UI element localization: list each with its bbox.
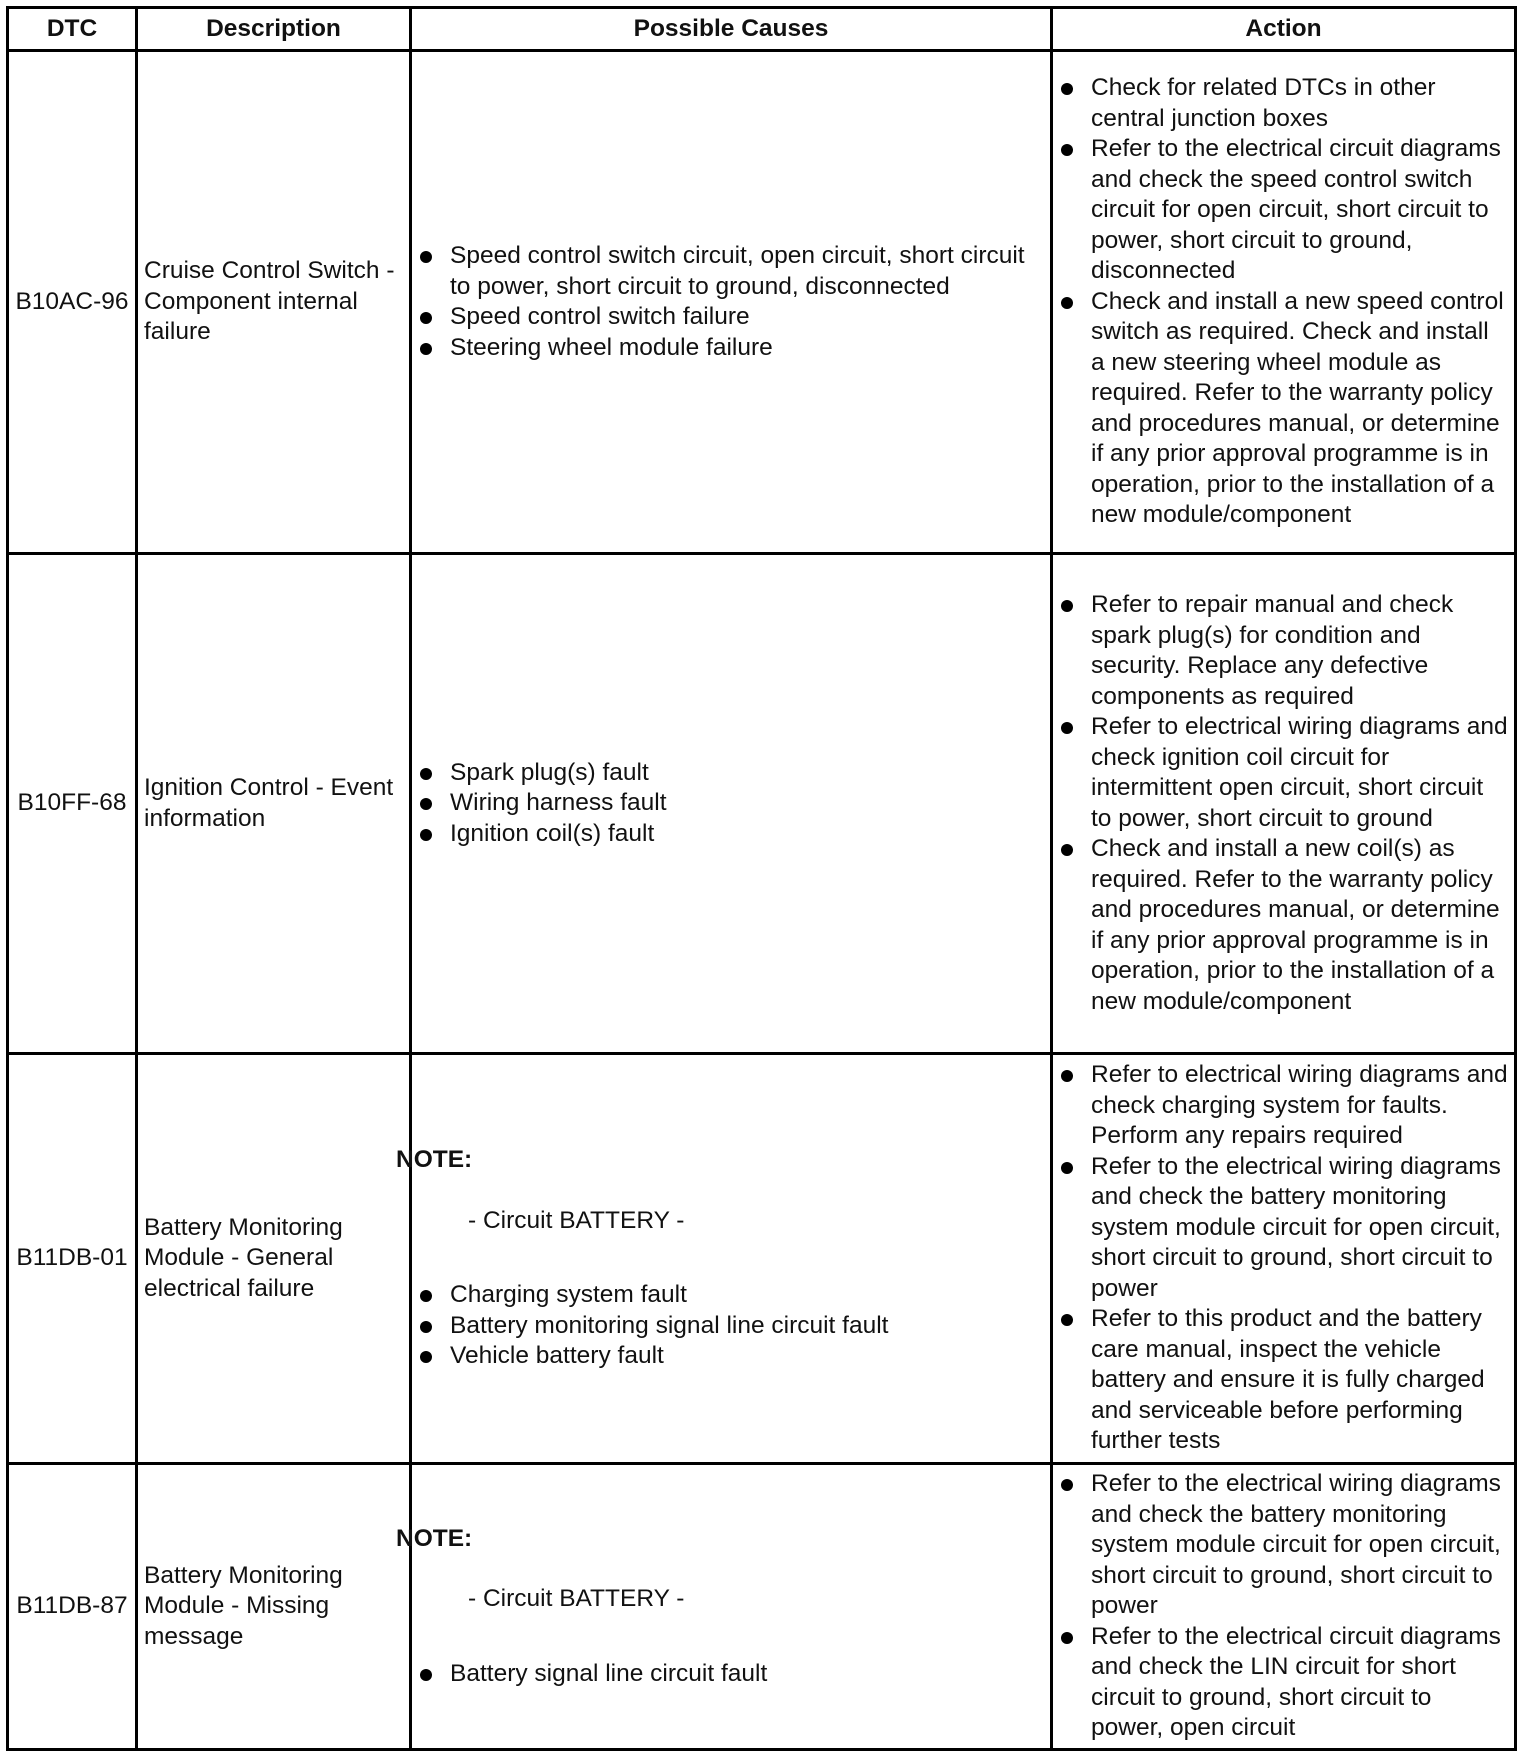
action-item: Refer to the electrical circuit diagrams and check the LIN circuit for short circuit to ground, short circuit to power, open circuit xyxy=(1059,1622,1508,1744)
note-label: NOTE: xyxy=(396,1146,473,1174)
action-item: Refer to the electrical wiring diagrams and check the battery monitoring system module circuit for open circuit, short circuit to ground, short circuit to power xyxy=(1059,1469,1508,1622)
cause-item: Battery signal line circuit fault xyxy=(418,1659,1044,1690)
cause-item: Wiring harness fault xyxy=(418,788,1044,819)
action-item: Refer to repair manual and check spark plug(s) for condition and security. Replace any defective components as required xyxy=(1059,590,1508,712)
header-possible-causes: Possible Causes xyxy=(411,8,1052,51)
cause-item: Speed control switch circuit, open circuit, short circuit to power, short circuit to ground, disconnected xyxy=(418,241,1044,302)
table-row xyxy=(8,51,1516,554)
dtc-description: Cruise Control Switch - Component internal failure xyxy=(137,51,411,554)
possible-causes-cell xyxy=(411,51,1052,554)
dtc-code: B10FF-68 xyxy=(8,554,137,1054)
possible-causes-cell xyxy=(396,1054,1052,1464)
action-item: Check and install a new speed control switch as required. Check and install a new steering wheel module as required. Refer to the warranty policy and procedures manual, or determine if any prior approval programme is in operation, prior to the installation of a new module/component xyxy=(1059,287,1508,531)
possible-causes-cell xyxy=(396,1464,1052,1750)
cause-item: Steering wheel module failure xyxy=(418,333,1044,364)
table-row xyxy=(8,1464,1516,1750)
actions-list xyxy=(1059,1060,1508,1457)
action-item: Check and install a new coil(s) as required. Refer to the warranty policy and procedures manual, or determine if any prior approval programme is in operation, prior to the installation of a new module/component xyxy=(1059,834,1508,1017)
action-item: Check for related DTCs in other central junction boxes xyxy=(1059,73,1508,134)
note-label: NOTE: xyxy=(396,1524,473,1552)
action-item: Refer to electrical wiring diagrams and check charging system for faults. Perform any repairs required xyxy=(1059,1060,1508,1152)
causes-list xyxy=(418,1659,1044,1690)
note-text: - Circuit BATTERY - xyxy=(468,1206,685,1234)
action-cell xyxy=(1052,554,1516,1054)
dtc-code: B11DB-01 xyxy=(8,1054,137,1464)
header-row xyxy=(8,8,1516,51)
action-item: Refer to electrical wiring diagrams and check ignition coil circuit for intermittent open circuit, short circuit to power, short circuit to ground xyxy=(1059,712,1508,834)
action-cell xyxy=(1052,1054,1516,1464)
dtc-code: B11DB-87 xyxy=(8,1464,137,1750)
actions-list xyxy=(1059,590,1508,1017)
causes-list xyxy=(418,758,1044,850)
header-description: Description xyxy=(137,8,411,51)
action-item: Refer to the electrical wiring diagrams and check the battery monitoring system module circuit for open circuit, short circuit to ground, short circuit to power xyxy=(1059,1152,1508,1305)
cause-item: Battery monitoring signal line circuit fault xyxy=(418,1311,1044,1342)
table-row xyxy=(8,1054,1516,1464)
action-item: Refer to the electrical circuit diagrams and check the speed control switch circuit for open circuit, short circuit to power, short circuit to ground, disconnected xyxy=(1059,134,1508,287)
action-cell xyxy=(1052,51,1516,554)
cause-item: Vehicle battery fault xyxy=(418,1341,1044,1372)
cause-item: Speed control switch failure xyxy=(418,302,1044,333)
cause-item: Ignition coil(s) fault xyxy=(418,819,1044,850)
causes-list xyxy=(418,241,1044,363)
header-dtc: DTC xyxy=(8,8,137,51)
cause-item: Charging system fault xyxy=(418,1280,1044,1311)
action-cell xyxy=(1052,1464,1516,1750)
note-text: - Circuit BATTERY - xyxy=(468,1585,685,1612)
causes-list xyxy=(418,1280,1044,1372)
cause-item: Spark plug(s) fault xyxy=(418,758,1044,789)
actions-list xyxy=(1059,73,1508,531)
dtc-description: Ignition Control - Event information xyxy=(137,554,411,1054)
header-action: Action xyxy=(1052,8,1516,51)
dtc-description: Battery Monitoring Module - Missing message xyxy=(137,1464,411,1750)
dtc-code: B10AC-96 xyxy=(8,51,137,554)
possible-causes-cell xyxy=(411,554,1052,1054)
dtc-table xyxy=(6,6,1517,1751)
actions-list xyxy=(1059,1469,1508,1744)
dtc-description: Battery Monitoring Module - General electrical failure xyxy=(137,1054,411,1464)
table-row xyxy=(8,554,1516,1054)
action-item: Refer to this product and the battery care manual, inspect the vehicle battery and ensure it is fully charged and serviceable before performing further tests xyxy=(1059,1304,1508,1457)
